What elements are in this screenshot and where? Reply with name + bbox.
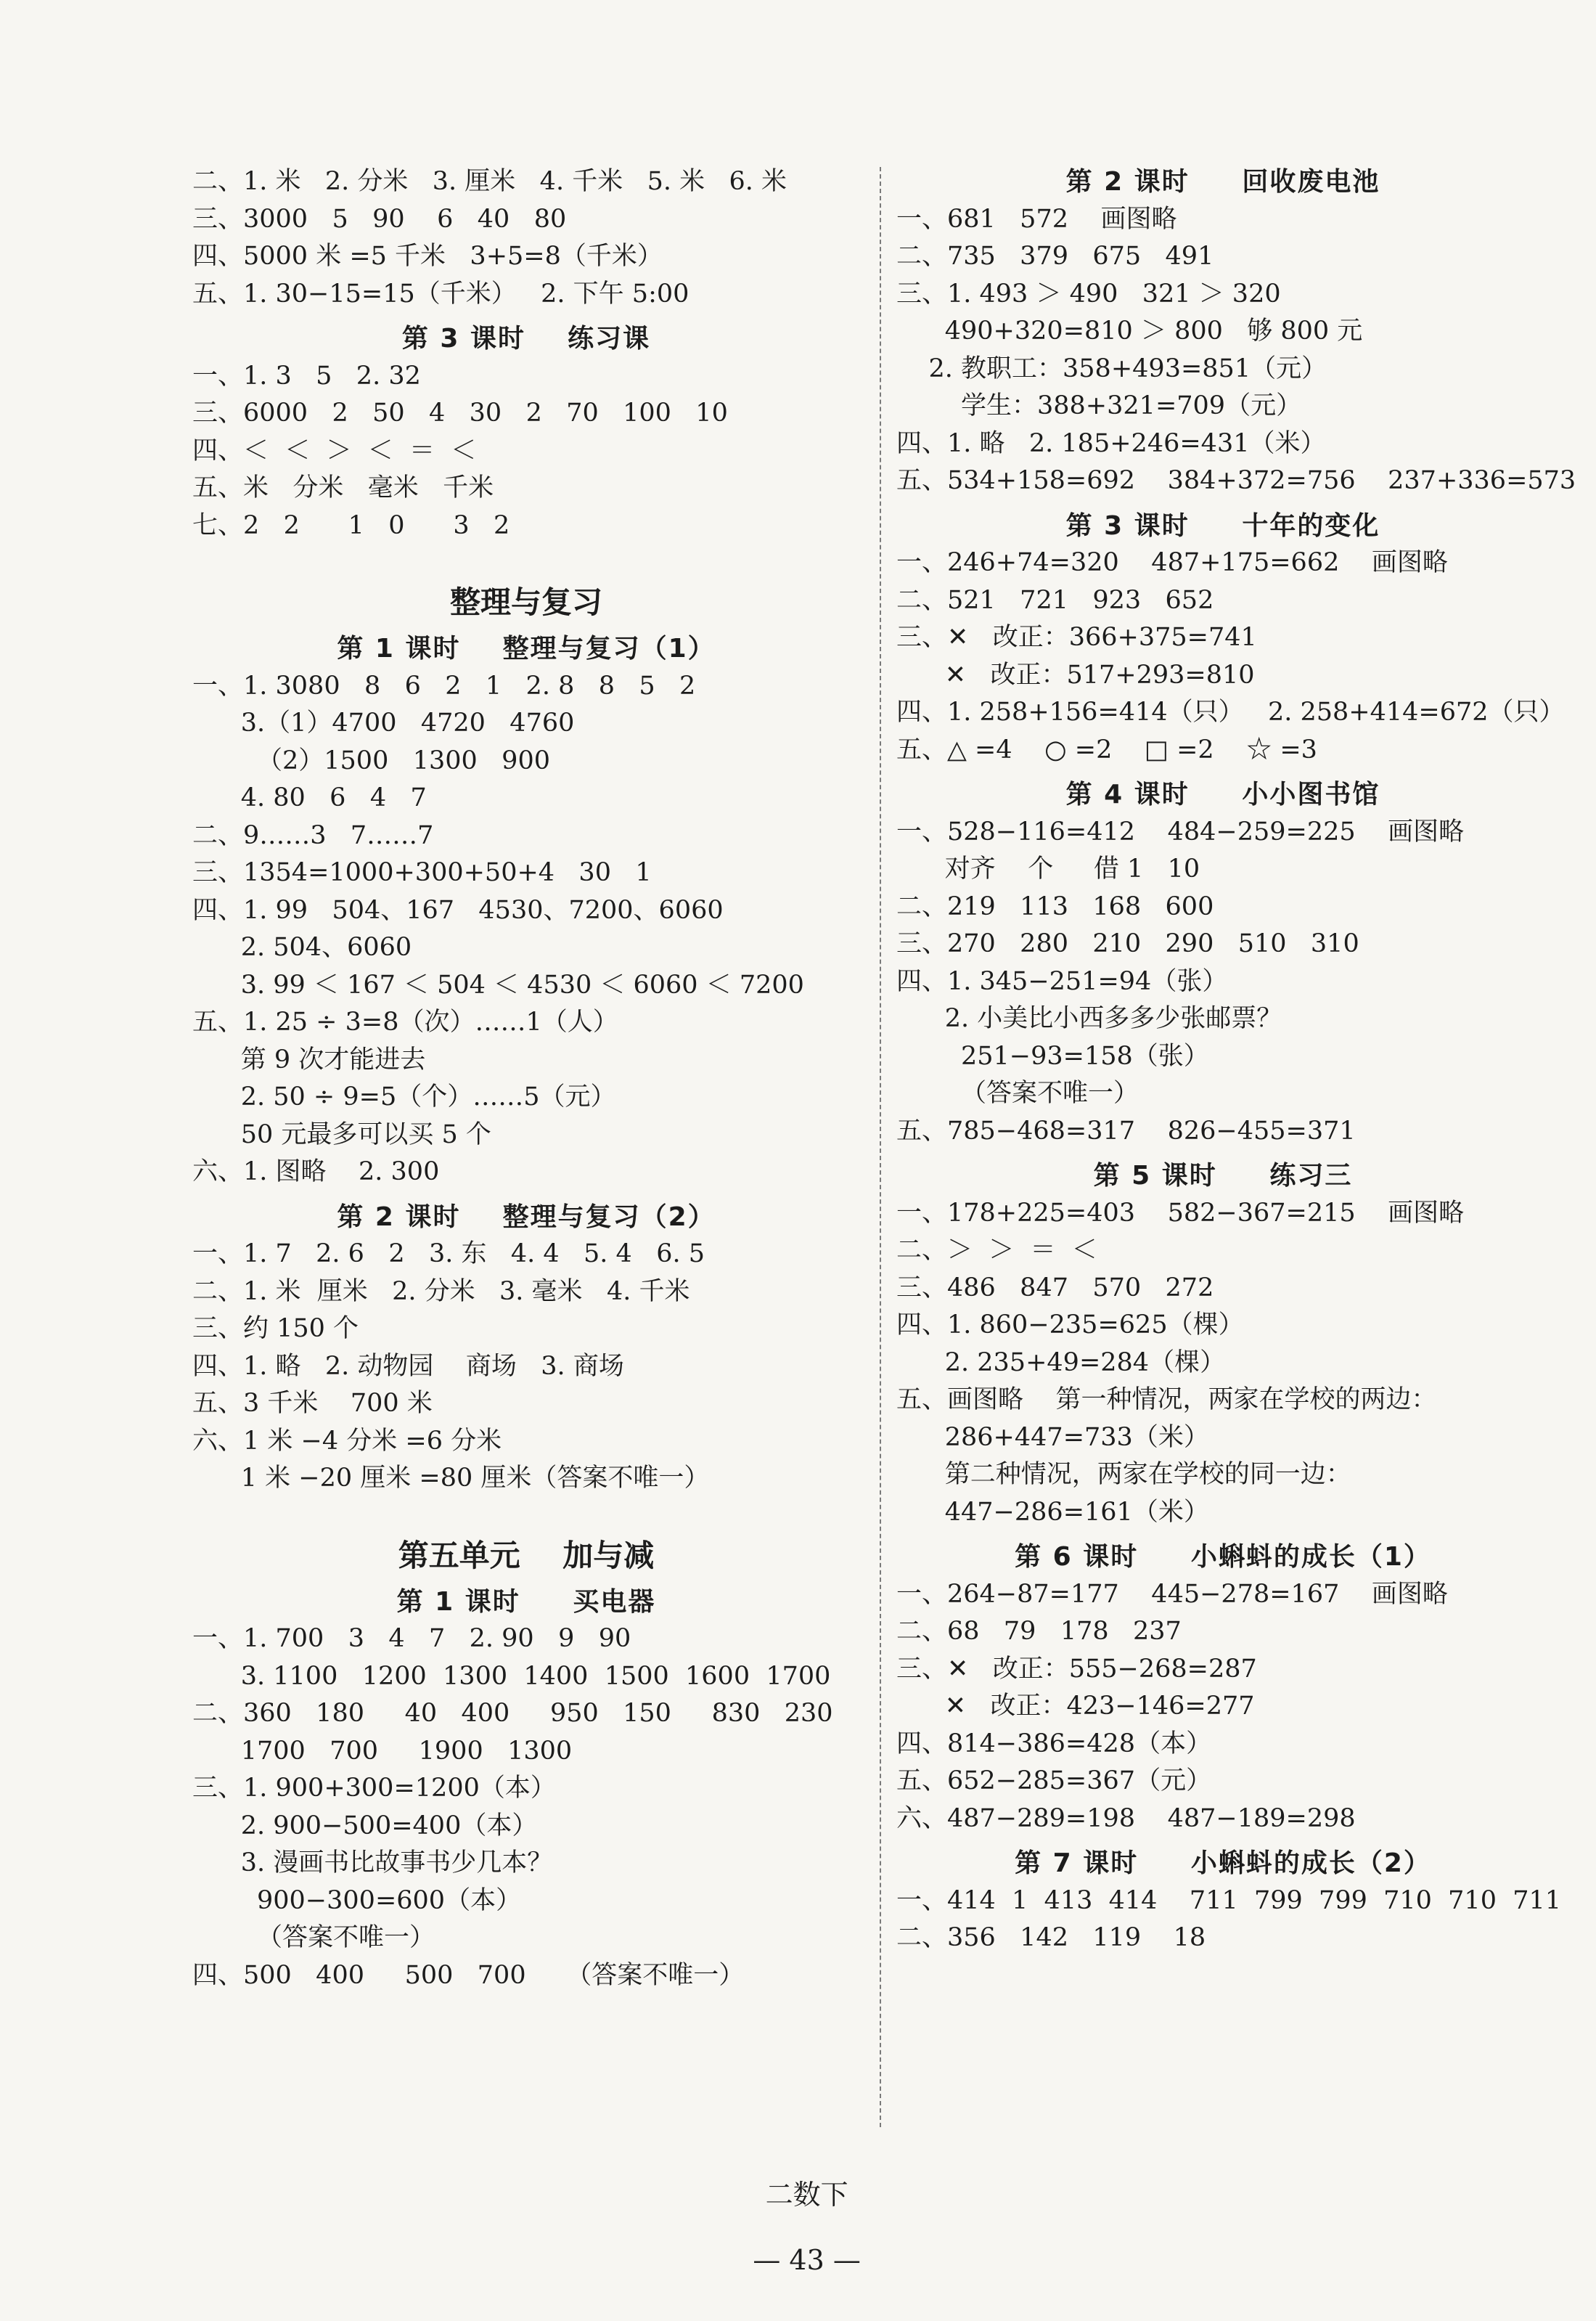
- answer-line: 一、264−87=177 445−278=167 画图略: [896, 1579, 1448, 1609]
- lesson-heading: 第 2 课时 整理与复习（2）: [337, 1202, 716, 1232]
- answer-line: 2. 小美比小西多多少张邮票？: [896, 1004, 1282, 1033]
- answer-line: 2. 50 ÷ 9=5（个）……5（元）: [192, 1082, 616, 1111]
- answer-line: 五、米 分米 毫米 千米: [192, 473, 494, 502]
- answer-line: （答案不唯一）: [896, 1079, 1139, 1108]
- answer-line: 三、1354=1000+300+50+4 30 1: [192, 858, 652, 887]
- section-title: 第五单元 加与减: [398, 1537, 655, 1573]
- answer-line: 五、画图略 第一种情况，两家在学校的两边：: [896, 1385, 1437, 1414]
- answer-line: 二、360 180 40 400 950 150 830 230: [192, 1699, 833, 1728]
- answer-line: 二、68 79 178 237: [896, 1617, 1182, 1646]
- answer-line: 四、1. 860−235=625（棵）: [896, 1310, 1244, 1339]
- answer-line: 二、＞ ＞ ＝ ＜: [896, 1236, 1097, 1265]
- answer-line: 对齐 个 借 1 10: [896, 854, 1200, 884]
- answer-line: 二、735 379 675 491: [896, 242, 1214, 271]
- column-divider: [880, 167, 881, 2127]
- answer-line: 一、1. 3 5 2. 32: [192, 361, 421, 391]
- answer-line: 一、1. 700 3 4 7 2. 90 9 90: [192, 1624, 631, 1653]
- answer-line: 六、487−289=198 487−189=298: [896, 1803, 1356, 1833]
- answer-line: 二、1. 米 厘米 2. 分米 3. 毫米 4. 千米: [192, 1276, 690, 1306]
- answer-line: 二、9……3 7……7: [192, 820, 434, 850]
- answer-line: 三、3000 5 90 6 40 80: [192, 204, 567, 234]
- answer-line: 五、785−468=317 826−455=371: [896, 1116, 1356, 1146]
- answer-line: 4. 80 6 4 7: [192, 783, 427, 812]
- answer-line: 五、3 千米 700 米: [192, 1389, 433, 1418]
- answer-line: 2. 235+49=284（棵）: [896, 1347, 1226, 1377]
- answer-line: 第二种情况，两家在学校的同一边：: [896, 1460, 1351, 1489]
- answer-line: 四、1. 345−251=94（张）: [896, 966, 1228, 996]
- answer-line: 一、1. 3080 8 6 2 1 2. 8 8 5 2: [192, 671, 696, 701]
- lesson-heading: 第 6 课时 小蝌蚪的成长（1）: [1015, 1542, 1431, 1572]
- answer-line: 251−93=158（张）: [896, 1041, 1209, 1071]
- lesson-heading: 第 1 课时 整理与复习（1）: [337, 634, 716, 664]
- answer-line: （2）1500 1300 900: [192, 746, 550, 775]
- answer-line: 二、521 721 923 652: [896, 585, 1214, 615]
- left-column: [192, 163, 860, 1994]
- lesson-heading: 第 2 课时 回收废电池: [1065, 167, 1380, 197]
- answer-line: 二、219 113 168 600: [896, 892, 1214, 921]
- answer-line: 一、1. 7 2. 6 2 3. 东 4. 4 5. 4 6. 5: [192, 1239, 705, 1268]
- lesson-heading: 第 5 课时 练习三: [1093, 1161, 1353, 1191]
- answer-line: 1700 700 1900 1300: [192, 1736, 573, 1766]
- answer-line: 286+447=733（米）: [896, 1422, 1209, 1452]
- answer-line: 900−300=600（本）: [192, 1885, 522, 1915]
- answer-line: 50 元最多可以买 5 个: [192, 1119, 491, 1149]
- answer-line: 四、5000 米 =5 千米 3+5=8（千米）: [192, 242, 663, 271]
- lesson-heading: 第 3 课时 练习课: [401, 324, 651, 354]
- answer-line: 2. 教职工：358+493=851（元）: [896, 354, 1327, 383]
- lesson-heading: 第 1 课时 买电器: [396, 1586, 656, 1617]
- answer-line: 四、1. 99 504、167 4530、7200、6060: [192, 895, 724, 925]
- answer-line: 3. 1100 1200 1300 1400 1500 1600 1700: [192, 1661, 831, 1691]
- answer-line: 六、1 米 −4 分米 =6 分米: [192, 1426, 502, 1456]
- lesson-heading: 第 4 课时 小小图书馆: [1065, 780, 1380, 809]
- answer-line: 二、1. 米 2. 分米 3. 厘米 4. 千米 5. 米 6. 米: [192, 167, 787, 196]
- answer-line: 五、534+158=692 384+372=756 237+336=573: [896, 466, 1576, 495]
- answer-line: 3. 99 ＜ 167 ＜ 504 ＜ 4530 ＜ 6060 ＜ 7200: [192, 970, 804, 1000]
- answer-line: 490+320=810 ＞ 800 够 800 元: [896, 317, 1363, 346]
- answer-line: 六、1. 图略 2. 300: [192, 1157, 440, 1186]
- section-title: 整理与复习: [449, 584, 602, 620]
- answer-line: 七、2 2 1 0 3 2: [192, 510, 510, 540]
- answer-line: 四、500 400 500 700 （答案不唯一）: [192, 1960, 745, 1990]
- answer-line: 三、1. 900+300=1200（本）: [192, 1774, 556, 1803]
- answer-line: 四、1. 258+156=414（只） 2. 258+414=672（只）: [896, 698, 1565, 727]
- answer-line: ✕ 改正：517+293=810: [896, 660, 1255, 690]
- answer-line: 三、486 847 570 272: [896, 1273, 1214, 1302]
- answer-line: （答案不唯一）: [192, 1923, 435, 1952]
- page-footer: [0, 2140, 1596, 2276]
- answer-line: 三、✕ 改正：366+375=741: [896, 623, 1257, 652]
- answer-line: 四、1. 略 2. 185+246=431（米）: [896, 428, 1326, 458]
- answer-line: ✕ 改正：423−146=277: [896, 1692, 1255, 1721]
- answer-line: 五、△ =4 ○ =2 □ =2 ☆ =3: [896, 735, 1317, 764]
- answer-line: 2. 504、6060: [192, 933, 412, 962]
- answer-line: 1 米 −20 厘米 =80 厘米（答案不唯一）: [192, 1464, 710, 1493]
- lesson-heading: 第 7 课时 小蝌蚪的成长（2）: [1015, 1848, 1431, 1878]
- answer-line: 一、178+225=403 582−367=215 画图略: [896, 1198, 1465, 1228]
- answer-line: 五、652−285=367（元）: [896, 1766, 1212, 1795]
- answer-line: 三、270 280 210 290 510 310: [896, 929, 1359, 958]
- answer-line: 一、681 572 画图略: [896, 204, 1177, 234]
- answer-line: 447−286=161（米）: [896, 1497, 1209, 1527]
- answer-line: 三、✕ 改正：555−268=287: [896, 1654, 1257, 1684]
- answer-line: 三、1. 493 ＞ 490 321 ＞ 320: [896, 279, 1281, 309]
- answer-line: 3.（1）4700 4720 4760: [192, 709, 575, 738]
- answer-line: 三、约 150 个: [192, 1314, 359, 1343]
- answer-line: 第 9 次才能进去: [192, 1045, 426, 1074]
- right-column: [896, 163, 1576, 1957]
- answer-line: 四、1. 略 2. 动物园 商场 3. 商场: [192, 1351, 624, 1381]
- footer-subject: 二数下: [765, 2179, 848, 2211]
- answer-line: 学生：388+321=709（元）: [896, 391, 1302, 420]
- answer-line: 3. 漫画书比故事书少几本？: [192, 1848, 553, 1877]
- answer-line: 五、1. 25 ÷ 3=8（次）……1（人）: [192, 1008, 618, 1037]
- answer-line: 二、356 142 119 18: [896, 1923, 1206, 1952]
- answer-line: 一、414 1 413 414 711 799 799 710 710 711: [896, 1885, 1562, 1915]
- answer-line: 三、6000 2 50 4 30 2 70 100 10: [192, 399, 728, 428]
- answer-line: 2. 900−500=400（本）: [192, 1811, 538, 1840]
- answer-line: 一、246+74=320 487+175=662 画图略: [896, 548, 1448, 577]
- answer-line: 四、＜ ＜ ＞ ＜ ＝ ＜: [192, 436, 477, 465]
- answer-line: 一、528−116=412 484−259=225 画图略: [896, 817, 1465, 847]
- page-number: — 43 —: [753, 2244, 861, 2276]
- answer-line: 五、1. 30−15=15（千米） 2. 下午 5:00: [192, 279, 689, 309]
- lesson-heading: 第 3 课时 十年的变化: [1065, 510, 1380, 541]
- answer-line: 四、814−386=428（本）: [896, 1729, 1212, 1758]
